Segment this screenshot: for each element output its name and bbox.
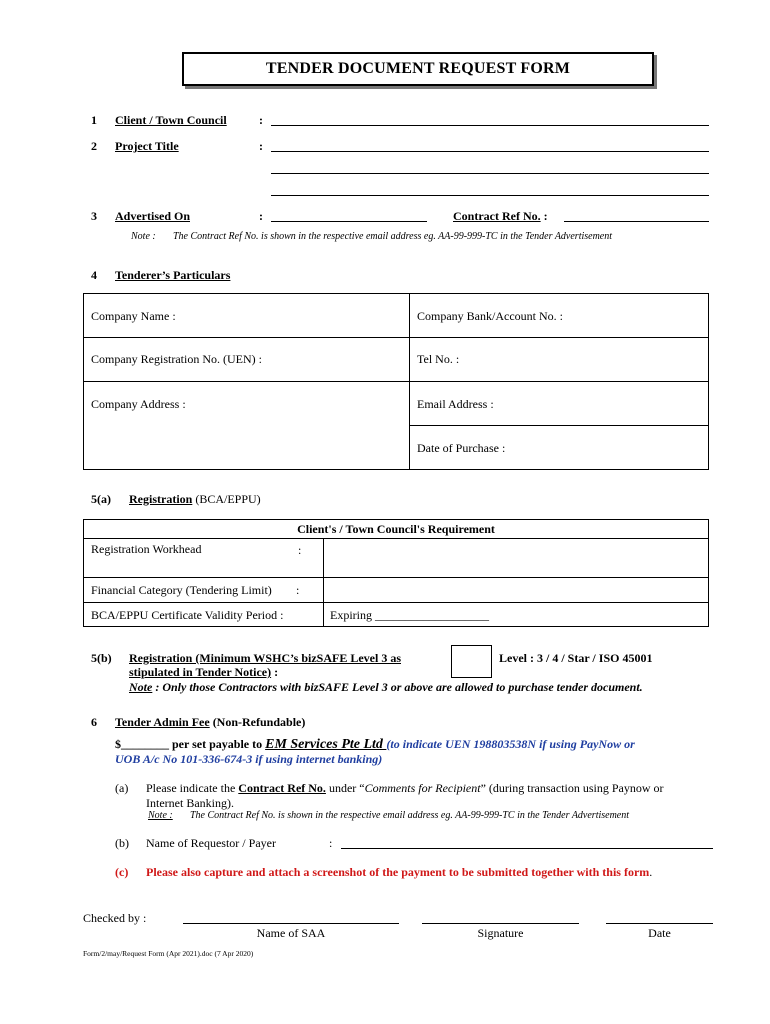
bizsafe-registration-line-2-text: stipulated in Tender Notice) (129, 665, 272, 679)
item-a-mid: under “ (325, 781, 365, 795)
table-divider (323, 538, 324, 626)
table-row-divider (84, 602, 708, 603)
certificate-expiry-field[interactable]: Expiring ___________________ (330, 608, 489, 622)
advertised-on-field[interactable] (271, 221, 427, 222)
tender-admin-fee-heading (115, 715, 305, 730)
tender-admin-fee-label: Tender Admin Fee (115, 715, 210, 729)
name-of-saa-field[interactable] (183, 923, 399, 924)
table-row-divider (84, 337, 409, 338)
registration-table-header: Client's / Town Council's Requirement (297, 522, 495, 536)
checked-by-label: Checked by : (83, 911, 147, 925)
table-row-divider (409, 381, 708, 382)
company-registration-field[interactable]: Company Registration No. (UEN) : (91, 352, 262, 366)
section-1-number: 1 (91, 113, 97, 127)
financial-category-label: Financial Category (Tendering Limit) (91, 583, 272, 597)
date-field[interactable] (606, 923, 713, 924)
signature-label: Signature (477, 926, 524, 940)
footer-document-id: Form/2/may/Request Form (Apr 2021).doc (7 Apr 2020) (83, 949, 254, 958)
section-5a-number: 5(a) (91, 492, 111, 506)
item-a-comments: Comments for Recipient (364, 781, 481, 795)
section-3-colon: : (259, 209, 263, 223)
date-label: Date (648, 926, 671, 940)
item-c-text (146, 865, 652, 880)
project-title-field-line-1[interactable] (271, 151, 709, 152)
fee-line (115, 737, 635, 753)
bizsafe-registration-line-2 (129, 665, 278, 680)
company-bank-field[interactable]: Company Bank/Account No. : (417, 309, 563, 323)
company-name-field[interactable]: Company Name : (91, 309, 176, 323)
table-row-divider (84, 577, 708, 578)
registration-suffix: (BCA/EPPU) (195, 492, 261, 506)
section-3-number: 3 (91, 209, 97, 223)
fee-amount-field[interactable]: $________ (115, 737, 169, 751)
payee-name: EM Services Pte Ltd (265, 737, 387, 752)
date-of-purchase-field[interactable]: Date of Purchase : (417, 441, 506, 455)
item-a-post: ” (during transaction using Paynow or (480, 781, 664, 795)
uen-note-line-2: UOB A/c No 101-336-674-3 if using internet banking) (115, 752, 383, 766)
email-address-field[interactable]: Email Address : (417, 397, 494, 411)
name-of-saa-label: Name of SAA (256, 926, 326, 940)
fee-per-set-text: per set payable to (169, 737, 266, 751)
item-c-label: (c) (115, 865, 129, 879)
registration-label: Registration (129, 492, 193, 506)
requestor-payer-field[interactable] (341, 848, 713, 849)
section-2-colon: : (259, 139, 263, 153)
tenderers-particulars-label: Tenderer’s Particulars (115, 268, 231, 282)
item-a-note-text: The Contract Ref No. is shown in the respective email address eg. AA-99-999-TC in the Tender Advertisement (190, 810, 630, 821)
item-a-note-label: Note : (148, 810, 173, 821)
section-3-note-label: Note : (131, 231, 156, 242)
tender-admin-fee-suffix: (Non-Refundable) (209, 715, 306, 729)
client-town-council-field[interactable] (271, 125, 709, 126)
bizsafe-level-box[interactable] (451, 645, 492, 678)
item-a-text (146, 781, 664, 796)
bizsafe-note-text: : Only those Contractors with bizSAFE Level 3 or above are allowed to purchase tender document. (152, 680, 643, 694)
section-3-note-text: The Contract Ref No. is shown in the respective email address eg. AA-99-999-TC in the Tender Advertisement (173, 231, 613, 242)
item-b-label: (b) (115, 836, 129, 850)
registration-workhead-colon: : (298, 543, 302, 557)
item-a-line-2: Internet Banking). (146, 796, 234, 810)
requestor-payer-label: Name of Requestor / Payer (146, 836, 276, 850)
screenshot-instruction: Please also capture and attach a screenshot of the payment to be submitted together with this form (146, 865, 650, 879)
company-address-field[interactable]: Company Address : (91, 397, 186, 411)
bizsafe-note-label: Note (129, 680, 153, 694)
section-4-number: 4 (91, 268, 97, 282)
financial-category-colon: : (296, 583, 300, 597)
table-row-divider (409, 337, 708, 338)
requestor-payer-colon: : (329, 836, 333, 850)
item-a-ref: Contract Ref No. (238, 781, 326, 795)
advertised-on-label: Advertised On (115, 209, 190, 223)
screenshot-instruction-period: . (649, 865, 653, 879)
table-row-divider (409, 425, 708, 426)
contract-ref-label: Contract Ref No. : (453, 209, 548, 223)
registration-heading (129, 492, 261, 507)
bizsafe-note (129, 680, 643, 695)
project-title-field-line-3[interactable] (271, 195, 709, 196)
uen-note-line-1: (to indicate UEN 198803538N if using PayNow or (386, 737, 635, 751)
item-a-pre: Please indicate the (146, 781, 239, 795)
tenderer-particulars-table (83, 293, 709, 470)
bizsafe-level-options: Level : 3 / 4 / Star / ISO 45001 (499, 651, 653, 665)
certificate-validity-label: BCA/EPPU Certificate Validity Period : (91, 608, 284, 622)
table-row-divider (84, 381, 409, 382)
section-6-number: 6 (91, 715, 97, 729)
tel-no-field[interactable]: Tel No. : (417, 352, 460, 366)
section-5b-number: 5(b) (91, 651, 112, 665)
section-1-colon: : (259, 113, 263, 127)
registration-workhead-label: Registration Workhead (91, 542, 202, 556)
table-row-divider (84, 538, 708, 539)
contract-ref-field[interactable] (564, 221, 709, 222)
bizsafe-colon: : (271, 665, 279, 679)
project-title-field-line-2[interactable] (271, 173, 709, 174)
client-town-council-label: Client / Town Council (115, 113, 227, 127)
item-a-label: (a) (115, 781, 129, 795)
form-title: TENDER DOCUMENT REQUEST FORM (182, 52, 654, 86)
signature-field[interactable] (422, 923, 579, 924)
bizsafe-registration-line-1: Registration (Minimum WSHC’s bizSAFE Level 3 as (129, 651, 401, 665)
project-title-label: Project Title (115, 139, 179, 153)
section-2-number: 2 (91, 139, 97, 153)
